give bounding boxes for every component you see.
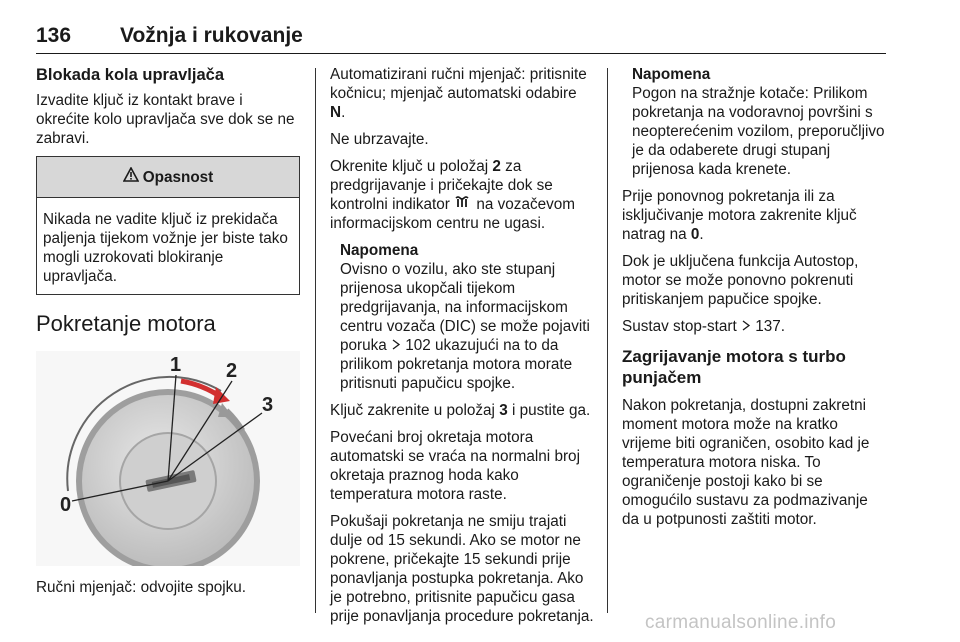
danger-header (37, 157, 299, 198)
danger-box (36, 156, 300, 295)
release-text-b: i pustite ga. (507, 402, 591, 419)
engine-start-heading: Pokretanje motora (36, 311, 216, 336)
release-text-a: Ključ zakrenite u položaj (330, 402, 500, 419)
position-label-1: 1 (170, 354, 182, 376)
restart-paragraph (622, 187, 886, 244)
note-text-a: Ovisno o vozilu, ako ste stupanj prijenosa ukopčali tijekom predgrijavanja, na informacijskom centru vozača (DIC) se može pojaviti poruka (340, 261, 590, 354)
watermark: carmanualsonline.info (645, 612, 837, 633)
turbo-text: Nakon pokretanja, dostupni zakretni moment motora može na kratko vrijeme biti ograničen, osobito kad je temperatura motora niska. To ograničenje postoji kako bi se omogućilo sustavu za podmazivanje da u potpunosti zaštiti motor. (622, 397, 870, 528)
stop-start-page: 137. (751, 318, 786, 335)
glow-plug-icon (454, 195, 472, 214)
preheat-text-b: za predgrijavanje i pričekajte dok se kontrolni indikator (330, 158, 553, 213)
autostop-text: Dok je uključena funkcija Autostop, motor se može ponovno pokrenuti pritiskanjem papučice spojke. (622, 253, 859, 308)
column-divider-2 (607, 68, 608, 613)
position-label-2: 2 (226, 360, 238, 382)
manual-gearbox-text: Ručni mjenjač: odvojite spojku. (36, 579, 247, 596)
note-title: Napomena (340, 242, 419, 259)
column-divider-1 (315, 68, 316, 613)
ignition-switch-figure (36, 351, 300, 566)
steering-lock-text: Izvadite ključ iz kontakt brave i okrećite kolo upravljača sve dok se ne zabravi. (36, 92, 295, 147)
preheat-paragraph (330, 157, 594, 233)
note-box-1 (330, 241, 594, 393)
automated-text: Automatizirani ručni mjenjač: pritisnite kočnicu; mjenjač automatski odabire (330, 66, 587, 102)
danger-text: Nikada ne vadite ključ iz prekidača paljenja tijekom vožnje jer biste tako mogli uzrokovati blokiranje upravljača. (43, 211, 288, 285)
note-text: Pogon na stražnje kotače: Prilikom pokretanja na vodoravnoj površini s neopterećenim vozilom, preporučljivo je da odaberete drugi stupanj prijenosa kada krenete. (632, 85, 885, 178)
column-3 (622, 65, 886, 537)
preheat-text-a: Okrenite ključ u položaj (330, 158, 493, 175)
note-box-2 (622, 65, 886, 179)
automated-gearbox-paragraph (330, 65, 594, 122)
release-key-paragraph (330, 401, 594, 420)
position-label-0: 0 (60, 494, 72, 516)
position-0-ref: 0 (690, 226, 700, 243)
preheat-text-c: na vozačevom informacijskom centru ne ugasi. (330, 196, 576, 232)
start-attempts-text: Pokušaji pokretanja ne smiju trajati dulje od 15 sekundi. Ako se motor ne pokrene, pričekajte 15 sekundi prije ponavljanja postupka pokretanja. Ako je potrebno, pritisnite papučicu gasa prije ponavljanja procedure pokretanja. (330, 513, 594, 625)
page-ref-arrow-icon (741, 317, 751, 336)
stop-start-paragraph (622, 317, 886, 336)
warning-triangle-icon (123, 167, 139, 187)
column-2 (330, 65, 594, 634)
column-1 (36, 65, 300, 605)
neutral-symbol: N (330, 104, 342, 121)
position-label-3: 3 (262, 394, 274, 416)
stop-start-text: Sustav stop-start (622, 318, 742, 335)
page-ref-arrow-icon (391, 336, 401, 355)
header-rule (36, 53, 886, 54)
restart-text-a: Prije ponovnog pokretanja ili za isključivanje motora zakrenite ključ natrag na (622, 188, 857, 243)
page-header (36, 24, 886, 54)
automated-text-end: . (341, 104, 346, 121)
restart-text-b: . (699, 226, 704, 243)
chapter-title: Vožnja i rukovanje (120, 24, 303, 47)
danger-title: Opasnost (142, 168, 214, 186)
page-number: 136 (36, 24, 72, 47)
steering-lock-heading: Blokada kola upravljača (36, 66, 225, 84)
idle-speed-text: Povećani broj okretaja motora automatski se vraća na normalni broj okretaja praznog hoda kako temperatura motora raste. (330, 429, 580, 503)
turbo-heading: Zagrijavanje motora s turbo punjačem (622, 347, 846, 387)
no-throttle-text: Ne ubrzavajte. (330, 131, 429, 148)
note-title: Napomena (632, 66, 711, 83)
position-2-ref: 2 (492, 158, 501, 175)
note-text-b: 102 ukazujući na to da prilikom pokretanja motora morate pritisnuti papučicu spojke. (340, 337, 573, 392)
position-3-ref: 3 (499, 402, 508, 419)
